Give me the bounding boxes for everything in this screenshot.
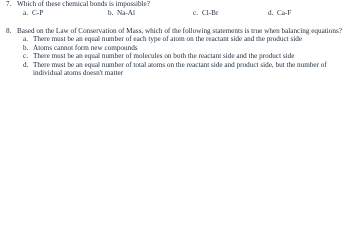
question-text: Based on the Law of Conservation of Mass, which of the following statements is true when balancing equations?	[17, 27, 342, 35]
question-8	[6, 27, 344, 77]
question-number: 8.	[6, 27, 12, 35]
option-text: There must be an equal number of total atoms on the reactant side and product side, but the number of individual atoms doesn't matter	[33, 60, 327, 78]
option-letter: b.	[23, 43, 29, 52]
option-c	[193, 9, 268, 17]
question-7-stem	[6, 0, 344, 8]
option-letter: a.	[23, 9, 28, 18]
question-8-stem	[6, 27, 344, 35]
option-text: There must be an equal number of each type of atom on the reactant side and the product side	[33, 35, 303, 44]
option-letter: c.	[193, 9, 198, 18]
option-b	[23, 44, 344, 52]
question-number: 7.	[6, 0, 12, 8]
question-text: Which of these chemical bonds is impossible?	[17, 0, 150, 8]
option-letter: c.	[23, 52, 28, 61]
option-letter: d.	[268, 9, 274, 18]
option-d	[23, 61, 344, 78]
option-a	[23, 9, 108, 17]
option-d	[268, 9, 291, 17]
option-letter: a.	[23, 35, 28, 44]
question-7-options	[6, 9, 344, 17]
option-a	[23, 35, 344, 43]
option-letter: b.	[108, 9, 114, 18]
option-text: Cl-Br	[202, 9, 219, 18]
option-letter: d.	[23, 60, 29, 69]
question-7	[6, 0, 344, 18]
question-8-options	[6, 35, 344, 77]
option-text: Na-Al	[117, 9, 135, 18]
option-text: There must be an equal number of molecules on both the reactant side and the product side	[33, 52, 295, 61]
option-text: Ca-F	[277, 9, 292, 18]
option-c	[23, 52, 344, 60]
option-text: Atoms cannot form new compounds	[33, 43, 138, 52]
option-b	[108, 9, 193, 17]
option-text: C-P	[32, 9, 44, 18]
